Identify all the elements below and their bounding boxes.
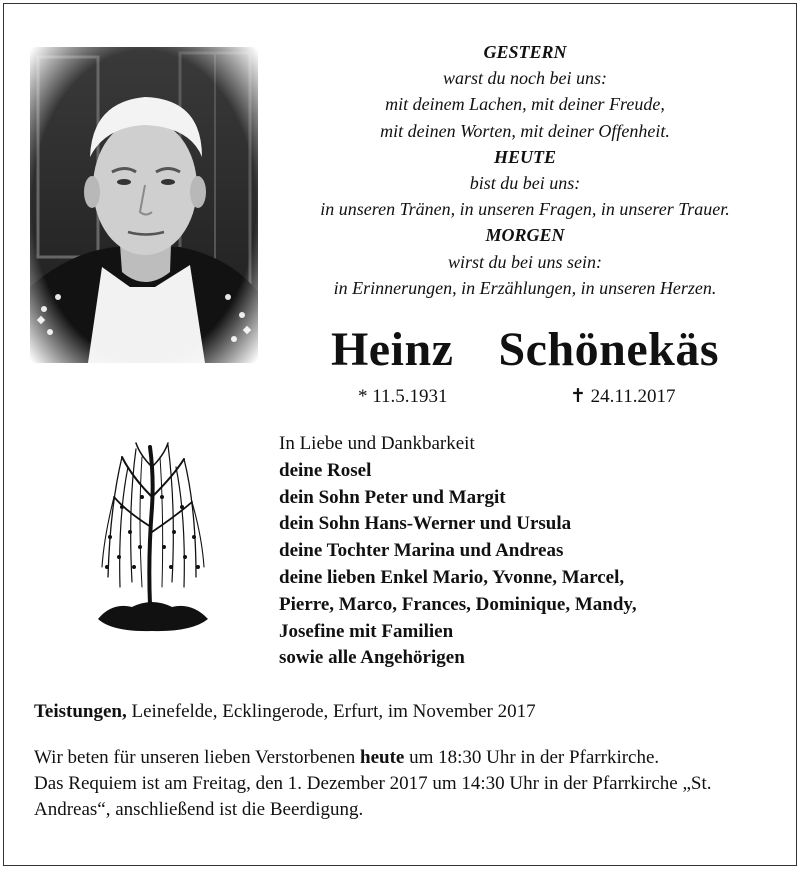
deceased-name: Heinz Schönekäs (330, 323, 720, 376)
list-item: deine Tochter Marina und Andreas (279, 540, 564, 562)
poem-heading-gestern: GESTERN (483, 42, 567, 62)
weeping-willow-icon (92, 437, 212, 639)
prayer-text-today: heute (360, 747, 405, 768)
poem-heading-morgen: MORGEN (485, 225, 565, 246)
location-main: Teistungen, (34, 701, 127, 722)
list-item: Pierre, Marco, Frances, Dominique, Mandy, (279, 593, 637, 615)
location-date-line (34, 700, 774, 724)
list-item: deine Rosel (279, 459, 372, 481)
poem-line: mit deinem Lachen, mit deiner Freude, (385, 94, 665, 115)
location-rest: Leinefelde, Ecklingerode, Erfurt, im November 2017 (126, 701, 536, 722)
list-item: dein Sohn Hans-Werner und Ursula (279, 513, 572, 535)
list-item: sowie alle Angehörigen (279, 647, 465, 669)
requiem-notice: Das Requiem ist am Freitag, den 1. Dezember 2017 um 14:30 Uhr in der Pfarrkirche „St. Andreas“, anschließend ist die Beerdigung. (34, 773, 712, 820)
mourners-list (279, 431, 779, 672)
list-item: Josefine mit Familien (279, 620, 454, 642)
poem-line: bist du bei uns: (469, 173, 581, 194)
prayer-text-a: Wir beten für unseren lieben Verstorbenen (34, 747, 360, 768)
obituary-notice (3, 3, 797, 866)
list-item: deine lieben Enkel Mario, Yvonne, Marcel, (279, 566, 625, 588)
birth-date: * 11.5.1931 (358, 386, 448, 407)
poem-line: in Erinnerungen, in Erzählungen, in unseren Herzen. (333, 277, 717, 298)
service-notice (34, 745, 734, 823)
prayer-text-c: um 18:30 Uhr in der Pfarrkirche. (404, 747, 660, 768)
poem-heading-heute: HEUTE (493, 146, 556, 167)
poem-line: wirst du bei uns sein: (447, 251, 602, 272)
poem-line: warst du noch bei uns: (443, 68, 607, 89)
list-item: dein Sohn Peter und Margit (279, 486, 506, 508)
portrait-photo (30, 47, 258, 363)
prayer-notice (34, 745, 734, 771)
poem-line: mit deinen Worten, mit deiner Offenheit. (380, 120, 670, 141)
memorial-poem (266, 39, 784, 301)
poem-line: in unseren Tränen, in unseren Fragen, in unserer Trauer. (320, 199, 730, 220)
death-date: ✝ 24.11.2017 (570, 386, 676, 407)
family-intro: In Liebe und Dankbarkeit (279, 433, 475, 454)
